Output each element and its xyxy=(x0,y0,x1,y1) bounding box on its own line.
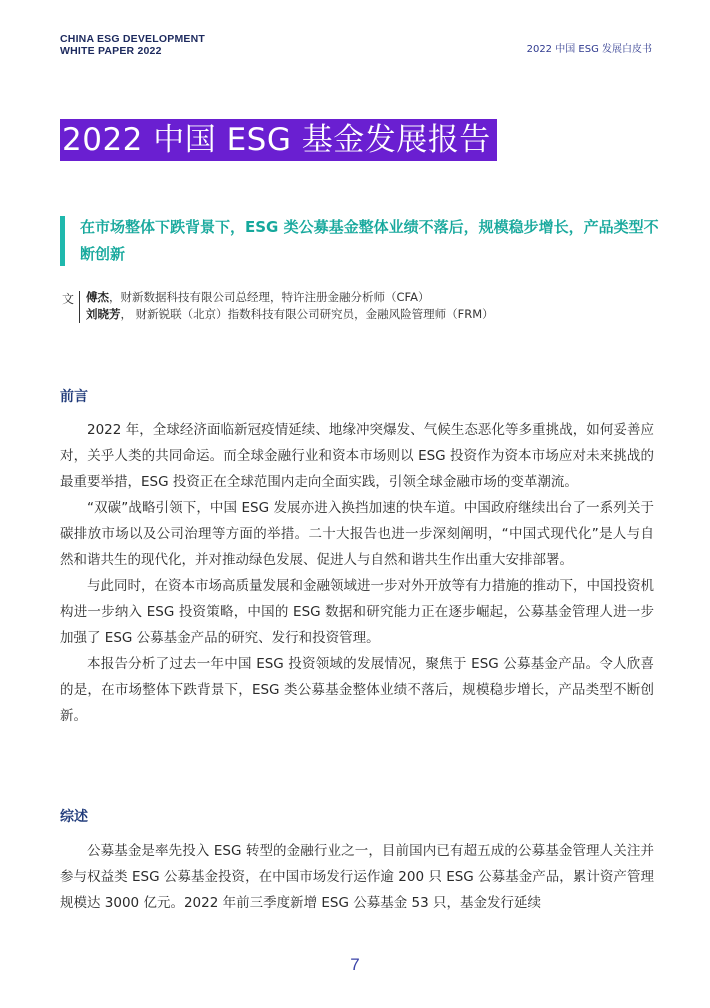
subtitle-accent-bar xyxy=(60,216,65,266)
author-desc: ，财新数据科技有限公司总经理，特许注册金融分析师（CFA） xyxy=(109,290,430,304)
section-heading-overview: 综述 xyxy=(60,809,88,825)
paragraph: 与此同时，在资本市场高质量发展和金融领域进一步对外开放等有力措施的推动下，中国投资机构进一步纳入 ESG 投资策略，中国的 ESG 数据和研究能力正在逐步崛起，公募基金管理人进一步加强了 ESG 公募基金产品的研究、发行和投资管理。 xyxy=(60,578,654,646)
section-heading-preface: 前言 xyxy=(60,389,88,405)
paragraph: 2022 年，全球经济面临新冠疫情延续、地缘冲突爆发、气候生态恶化等多重挑战，如何妥善应对，关乎人类的共同命运。而全球金融行业和资本市场则以 ESG 投资作为资本市场应对未来挑战的最重要举措，ESG 投资正在全球范围内走向全面实践，引领全球金融市场的变革潮流。 xyxy=(60,422,654,490)
paragraph: “双碳”战略引领下，中国 ESG 发展亦进入换挡加速的快车道。中国政府继续出台了一系列关于碳排放市场以及公司治理等方面的举措。二十大报告也进一步深刻阐明，“中国式现代化”是人与自然和谐共生的现代化，并对推动绿色发展、促进人与自然和谐共生作出重大安排部署。 xyxy=(60,500,654,568)
author-line xyxy=(86,289,666,306)
byline xyxy=(86,289,666,323)
page-number: 7 xyxy=(350,955,360,974)
byline-divider xyxy=(79,291,80,323)
author-name: 刘晓芳 xyxy=(86,307,121,321)
author-line xyxy=(86,306,666,323)
section-body-preface xyxy=(60,417,654,729)
header-right: 2022 中国 ESG 发展白皮书 xyxy=(526,44,652,55)
subtitle: 在市场整体下跌背景下，ESG 类公募基金整体业绩不落后，规模稳步增长，产品类型不断创新 xyxy=(80,218,659,263)
paragraph: 公募基金是率先投入 ESG 转型的金融行业之一，目前国内已有超五成的公募基金管理人关注并参与权益类 ESG 公募基金投资，在中国市场发行运作逾 200 只 ESG 公募基金产品，累计资产管理规模达 3000 亿元。2022 年前三季度新增 ESG 公募基金 53 只，基金发行延续 xyxy=(60,843,654,911)
paragraph: 本报告分析了过去一年中国 ESG 投资领域的发展情况，聚焦于 ESG 公募基金产品。令人欣喜的是，在市场整体下跌背景下，ESG 类公募基金整体业绩不落后，规模稳步增长，产品类型不断创新。 xyxy=(60,656,654,724)
author-desc: ， 财新锐联（北京）指数科技有限公司研究员，金融风险管理师（FRM） xyxy=(120,307,494,321)
author-name: 傅杰 xyxy=(86,290,109,304)
header-left xyxy=(60,33,205,57)
byline-label: 文 xyxy=(62,292,75,306)
page-title: 2022 中国 ESG 基金发展报告 xyxy=(60,119,497,161)
section-body-overview xyxy=(60,838,654,916)
header-left-line1: CHINA ESG DEVELOPMENT xyxy=(60,33,205,45)
header-left-line2: WHITE PAPER 2022 xyxy=(60,45,162,57)
